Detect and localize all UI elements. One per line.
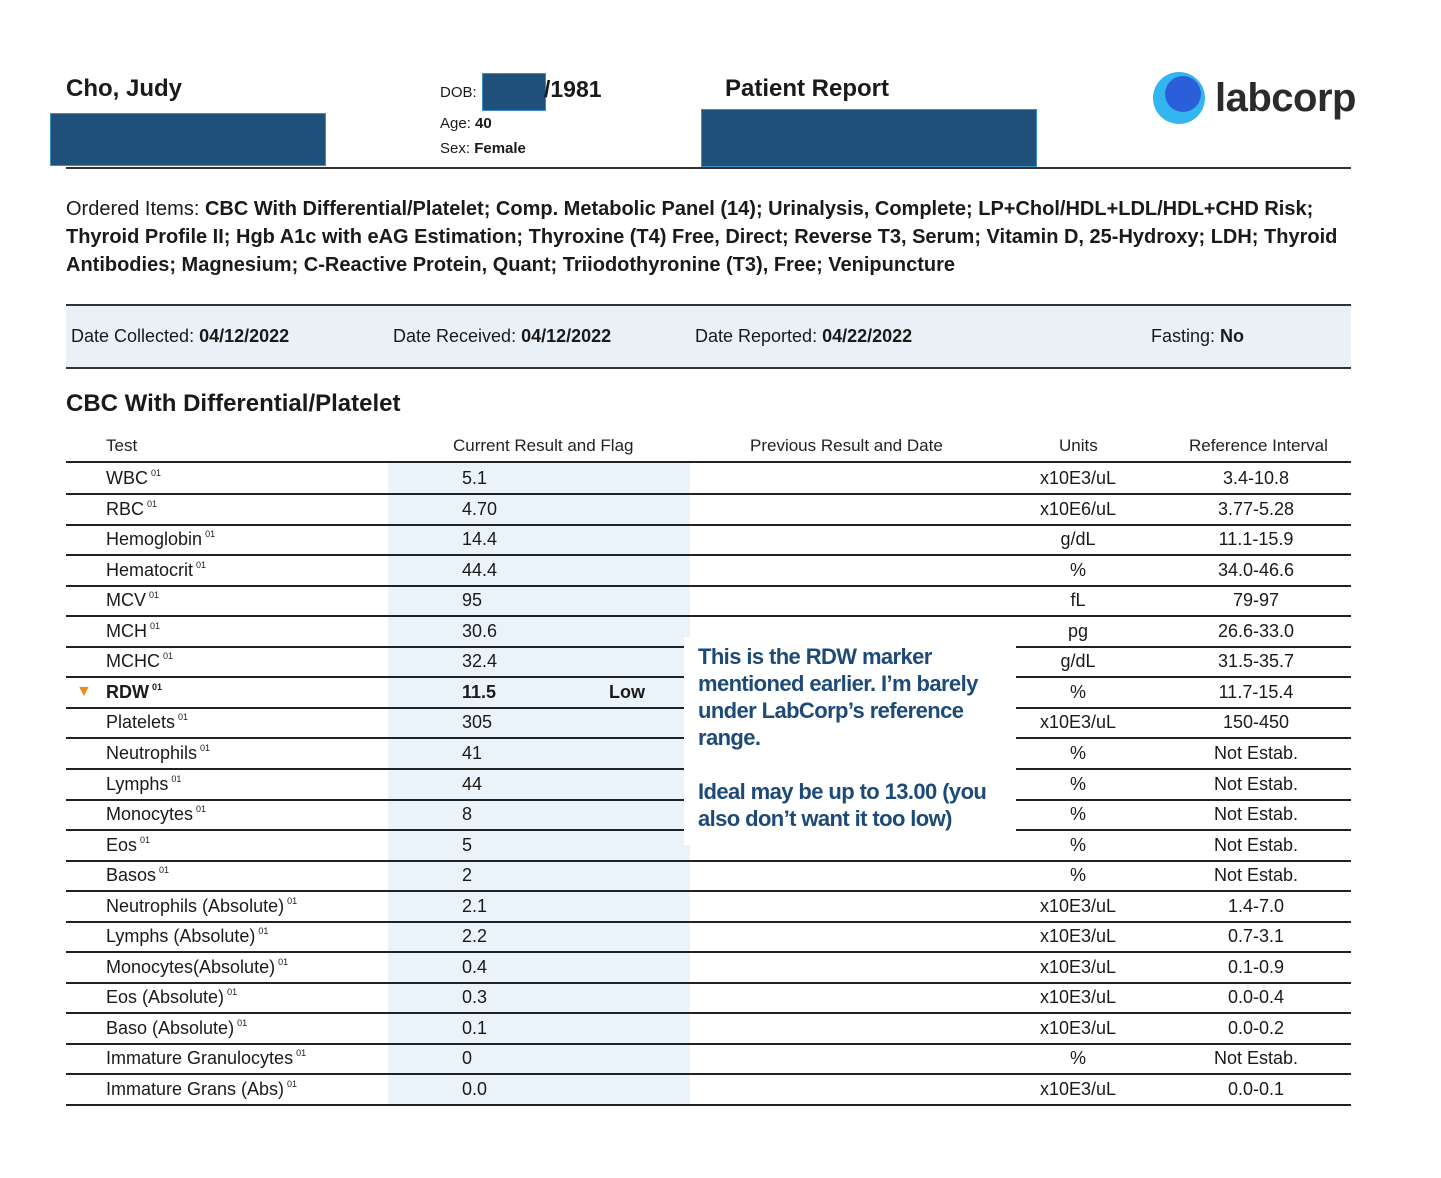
ordered-items bbox=[66, 195, 1356, 279]
table-row bbox=[66, 860, 1351, 892]
units: x10E3/uL bbox=[1039, 926, 1117, 946]
reference-interval: 79-97 bbox=[1232, 590, 1280, 610]
table-row bbox=[66, 463, 1351, 495]
current-result: 0.0 bbox=[462, 1079, 488, 1099]
current-result: 2 bbox=[462, 865, 473, 885]
reference-interval: 11.7-15.4 bbox=[1218, 682, 1294, 702]
test-name: RDW $^{01}$ bbox=[106, 682, 163, 702]
dates-bottom-rule bbox=[66, 367, 1351, 369]
table-row bbox=[66, 952, 1351, 984]
lab-code: 01 bbox=[151, 468, 162, 478]
test-name: Neutrophils $^{01}$ bbox=[106, 743, 211, 763]
units: % bbox=[1069, 560, 1087, 580]
column-header-reference: Reference Interval bbox=[1189, 436, 1328, 455]
table-row bbox=[66, 494, 1351, 526]
units: % bbox=[1069, 1048, 1087, 1068]
table-row bbox=[66, 1043, 1351, 1075]
reference-interval: Not Estab. bbox=[1213, 804, 1299, 824]
lab-code: 01 bbox=[237, 1018, 248, 1028]
fasting-status: Fasting: No bbox=[1151, 326, 1245, 346]
reference-interval: 11.1-15.9 bbox=[1218, 529, 1294, 549]
header-divider bbox=[66, 167, 1351, 169]
units: x10E3/uL bbox=[1039, 1018, 1117, 1038]
labcorp-logo-icon bbox=[1153, 72, 1205, 124]
units: % bbox=[1069, 865, 1087, 885]
units: x10E3/uL bbox=[1039, 1079, 1117, 1099]
lab-code: 01 bbox=[140, 835, 151, 845]
test-name: Immature Grans (Abs) $^{01}$ bbox=[106, 1079, 298, 1099]
test-name: Monocytes(Absolute) $^{01}$ bbox=[106, 957, 289, 977]
reference-interval: 0.0-0.4 bbox=[1227, 987, 1285, 1007]
test-name: RBC $^{01}$ bbox=[106, 499, 158, 519]
annotation-note bbox=[684, 637, 1016, 845]
column-header-units: Units bbox=[1059, 436, 1098, 455]
units: x10E3/uL bbox=[1039, 712, 1117, 732]
reference-interval: Not Estab. bbox=[1213, 865, 1299, 885]
reference-interval: 31.5-35.7 bbox=[1217, 651, 1295, 671]
table-row bbox=[66, 1013, 1351, 1045]
current-result: 5 bbox=[462, 835, 473, 855]
test-name: MCV $^{01}$ bbox=[106, 590, 160, 610]
section-title: CBC With Differential/Platelet bbox=[66, 390, 401, 417]
reference-interval: 0.0-0.1 bbox=[1227, 1079, 1285, 1099]
report-title: Patient Report bbox=[725, 75, 890, 102]
current-result: 2.2 bbox=[462, 926, 488, 946]
current-result: 0 bbox=[462, 1048, 473, 1068]
lab-code: 01 bbox=[196, 560, 207, 570]
lab-code: 01 bbox=[278, 957, 289, 967]
lab-code: 01 bbox=[205, 529, 216, 539]
redacted-block-left bbox=[50, 113, 326, 166]
table-row bbox=[66, 921, 1351, 953]
units: pg bbox=[1067, 621, 1089, 641]
date-collected: Date Collected: 04/12/2022 bbox=[71, 326, 290, 346]
current-result: 32.4 bbox=[462, 651, 498, 671]
current-result: 0.4 bbox=[462, 957, 488, 977]
test-name: MCHC $^{01}$ bbox=[106, 651, 174, 671]
table-row bbox=[66, 982, 1351, 1014]
reference-interval: 1.4-7.0 bbox=[1227, 896, 1285, 916]
lab-code: 01 bbox=[200, 743, 211, 753]
reference-interval: 3.77-5.28 bbox=[1217, 499, 1295, 519]
reference-interval: Not Estab. bbox=[1213, 774, 1299, 794]
column-header-current-result: Current Result and Flag bbox=[453, 436, 634, 455]
sex-value: Female bbox=[474, 140, 526, 157]
lab-code: 01 bbox=[152, 682, 163, 692]
reference-interval: 26.6-33.0 bbox=[1217, 621, 1295, 641]
test-name: Lymphs $^{01}$ bbox=[106, 774, 182, 794]
units: % bbox=[1069, 804, 1087, 824]
units: x10E3/uL bbox=[1039, 468, 1117, 488]
current-result: 30.6 bbox=[462, 621, 498, 641]
ordered-items-label: Ordered Items: bbox=[66, 198, 200, 220]
table-row bbox=[66, 1074, 1351, 1106]
test-name: Hematocrit $^{01}$ bbox=[106, 560, 207, 580]
reference-interval: 0.7-3.1 bbox=[1227, 926, 1285, 946]
units: x10E6/uL bbox=[1039, 499, 1117, 519]
test-name: Hemoglobin $^{01}$ bbox=[106, 529, 216, 549]
date-reported: Date Reported: 04/22/2022 bbox=[695, 326, 913, 346]
lab-code: 01 bbox=[296, 1048, 307, 1058]
test-name: Baso (Absolute) $^{01}$ bbox=[106, 1018, 248, 1038]
column-header-previous-result: Previous Result and Date bbox=[750, 436, 943, 455]
result-flag: Low bbox=[609, 682, 645, 702]
logo-text: labcorp bbox=[1215, 75, 1356, 120]
units: % bbox=[1069, 682, 1087, 702]
lab-code: 01 bbox=[196, 804, 207, 814]
lab-code: 01 bbox=[287, 896, 298, 906]
table-row bbox=[66, 585, 1351, 617]
labcorp-logo bbox=[1153, 69, 1356, 127]
lab-code: 01 bbox=[171, 774, 182, 784]
date-received: Date Received: 04/12/2022 bbox=[393, 326, 612, 346]
reference-interval: 0.1-0.9 bbox=[1227, 957, 1285, 977]
current-result: 41 bbox=[462, 743, 483, 763]
units: % bbox=[1069, 743, 1087, 763]
current-result: 5.1 bbox=[462, 468, 488, 488]
current-result: 2.1 bbox=[462, 896, 488, 916]
units: % bbox=[1069, 835, 1087, 855]
lab-code: 01 bbox=[178, 712, 189, 722]
redacted-dob bbox=[482, 73, 546, 111]
test-name: Lymphs (Absolute) $^{01}$ bbox=[106, 926, 269, 946]
current-result: 8 bbox=[462, 804, 473, 824]
lab-code: 01 bbox=[287, 1079, 298, 1089]
lab-code: 01 bbox=[227, 987, 238, 997]
column-header-test: Test bbox=[106, 436, 138, 455]
current-result: 0.3 bbox=[462, 987, 488, 1007]
current-result: 305 bbox=[462, 712, 493, 732]
test-name: Monocytes $^{01}$ bbox=[106, 804, 207, 824]
current-result: 44.4 bbox=[462, 560, 498, 580]
reference-interval: Not Estab. bbox=[1213, 1048, 1299, 1068]
sex-line: Sex: Female bbox=[440, 140, 526, 157]
table-row bbox=[66, 555, 1351, 587]
reference-interval: 3.4-10.8 bbox=[1222, 468, 1290, 488]
units: x10E3/uL bbox=[1039, 957, 1117, 977]
units: fL bbox=[1070, 590, 1086, 610]
lab-code: 01 bbox=[258, 926, 269, 936]
table-row bbox=[66, 524, 1351, 556]
test-name: WBC $^{01}$ bbox=[106, 468, 162, 488]
lab-code: 01 bbox=[149, 590, 160, 600]
annotation-paragraph-1: This is the RDW marker mentioned earlier. I’m barely under LabCorp’s reference range. bbox=[698, 644, 978, 750]
reference-interval: Not Estab. bbox=[1213, 835, 1299, 855]
reference-interval: 150-450 bbox=[1222, 712, 1290, 732]
reference-interval: Not Estab. bbox=[1213, 743, 1299, 763]
lab-code: 01 bbox=[163, 651, 174, 661]
annotation-paragraph-2: Ideal may be up to 13.00 (you also don’t want it too low) bbox=[698, 779, 987, 831]
test-name: Eos $^{01}$ bbox=[106, 835, 151, 855]
age-value: 40 bbox=[475, 115, 492, 132]
age-line: Age: 40 bbox=[440, 115, 492, 132]
test-name: Platelets $^{01}$ bbox=[106, 712, 189, 732]
test-name: MCH $^{01}$ bbox=[106, 621, 161, 641]
current-result: 4.70 bbox=[462, 499, 498, 519]
test-name: Basos $^{01}$ bbox=[106, 865, 170, 885]
units: x10E3/uL bbox=[1039, 987, 1117, 1007]
current-result: 44 bbox=[462, 774, 483, 794]
test-name: Neutrophils (Absolute) $^{01}$ bbox=[106, 896, 298, 916]
current-result: 95 bbox=[462, 590, 483, 610]
test-name: Immature Granulocytes $^{01}$ bbox=[106, 1048, 307, 1068]
units: g/dL bbox=[1060, 529, 1096, 549]
low-flag-arrow-icon: ▼ bbox=[76, 683, 92, 700]
dob-label: DOB: bbox=[440, 84, 477, 101]
lab-code: 01 bbox=[159, 865, 170, 875]
reference-interval: 34.0-46.6 bbox=[1217, 560, 1295, 580]
units: x10E3/uL bbox=[1039, 896, 1117, 916]
current-result: 0.1 bbox=[462, 1018, 488, 1038]
lab-code: 01 bbox=[147, 499, 158, 509]
lab-code: 01 bbox=[150, 621, 161, 631]
dob-value: /1981 bbox=[544, 76, 602, 102]
patient-name: Cho, Judy bbox=[66, 75, 183, 102]
units: g/dL bbox=[1060, 651, 1096, 671]
table-row bbox=[66, 891, 1351, 923]
units: % bbox=[1069, 774, 1087, 794]
ordered-items-value: CBC With Differential/Platelet; Comp. Metabolic Panel (14); Urinalysis, Complete; LP+Chol/HDL+LDL/HDL+CHD Risk; Thyroid Profile II; Hgb A1c with eAG Estimation; Thyroxine (T4) Free, Direct; Reverse T3, Serum; Vitamin D, 25-Hydroxy; LDH; Thyroid Antibodies; Magnesium; C-Reactive Protein, Quant; Triiodothyronine (T3), Free; Venipuncture bbox=[66, 198, 1338, 276]
current-result: 11.5 bbox=[462, 682, 497, 702]
reference-interval: 0.0-0.2 bbox=[1227, 1018, 1285, 1038]
test-name: Eos (Absolute) $^{01}$ bbox=[106, 987, 238, 1007]
current-result: 14.4 bbox=[462, 529, 498, 549]
redacted-block-right bbox=[701, 109, 1037, 167]
